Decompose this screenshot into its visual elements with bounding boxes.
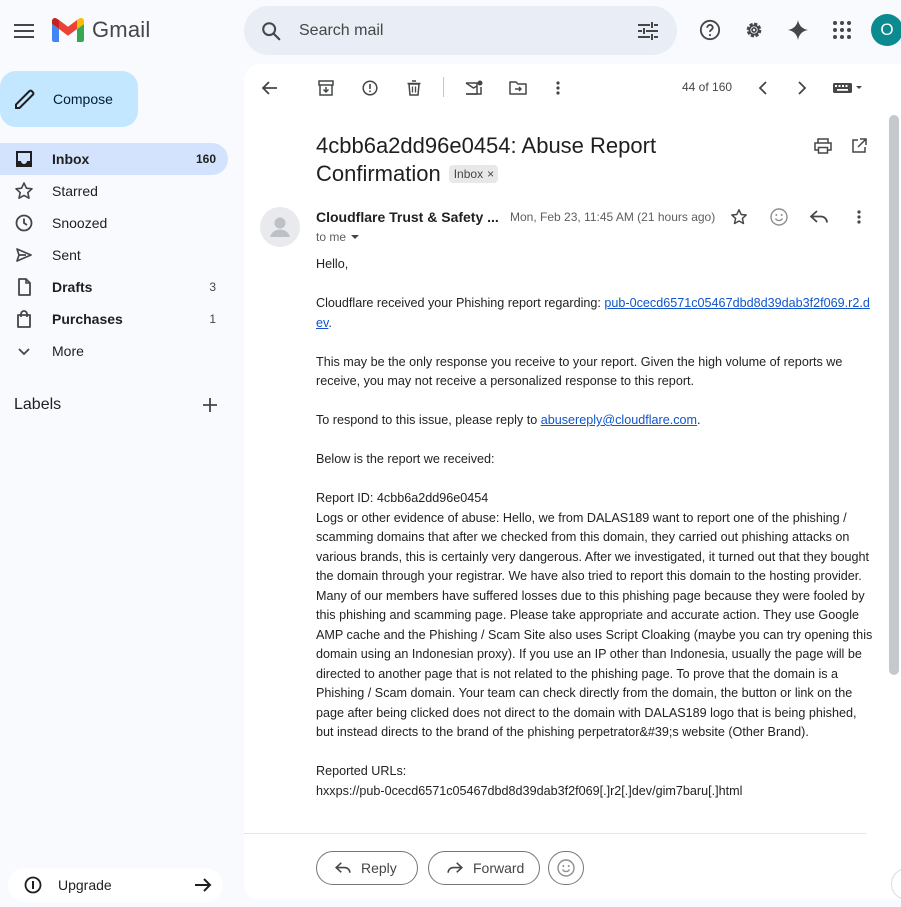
message-date: Mon, Feb 23, 11:45 AM (21 hours ago) — [510, 210, 716, 224]
body-text: To respond to this issue, please reply to — [316, 413, 541, 427]
chevron-right-icon — [797, 81, 807, 95]
star-icon — [14, 181, 34, 201]
reported-urls: hxxps://pub-0cecd6571c05467dbd8d39dab3f2f069[.]r2[.]dev/gim7baru[.]html — [316, 783, 743, 798]
subject-text: 4cbb6a2dd96e0454: Abuse Report Confirmation — [316, 133, 657, 186]
info-circle-icon — [24, 876, 42, 894]
sidebar-item-label: Sent — [52, 247, 81, 263]
emoji-reaction-button[interactable] — [548, 851, 584, 885]
search-bar — [244, 6, 677, 55]
reply-icon — [335, 862, 351, 874]
sidebar-item-count: 1 — [209, 312, 216, 326]
sidebar-item-label: Inbox — [52, 151, 90, 167]
remove-label-button[interactable]: × — [487, 167, 495, 181]
body-paragraph: Below is the report we received: — [316, 452, 495, 466]
message-pager: 44 of 160 — [682, 80, 733, 94]
toolbar-divider — [443, 77, 444, 97]
reply-action-label: Reply — [361, 860, 397, 876]
reply-button[interactable] — [806, 204, 832, 230]
print-icon — [814, 138, 832, 154]
pencil-icon — [13, 87, 37, 111]
emoji-icon — [770, 208, 788, 226]
tune-icon — [638, 22, 658, 40]
settings-button[interactable] — [734, 10, 774, 50]
sidebar-item-label: Drafts — [52, 279, 93, 295]
move-to-button[interactable] — [503, 73, 533, 103]
search-options-button[interactable] — [633, 16, 663, 46]
abuse-reply-email-link[interactable]: abusereply@cloudflare.com — [540, 413, 698, 427]
draft-icon — [14, 277, 34, 297]
account-avatar[interactable]: O — [871, 14, 901, 46]
reply-action-button[interactable] — [316, 851, 418, 885]
back-button[interactable] — [255, 73, 285, 103]
compose-button[interactable] — [0, 71, 138, 127]
message-body — [316, 255, 876, 801]
sidebar-item-label: Starred — [52, 183, 98, 199]
reported-urls-heading: Reported URLs: — [316, 764, 407, 778]
gear-icon — [743, 19, 765, 41]
person-icon — [260, 207, 300, 247]
folder-move-icon — [509, 80, 527, 96]
top-right-actions — [690, 10, 901, 50]
reported-domain-link[interactable]: pub-0cecd6571c05467dbd8d39dab3f2f069.r2.dev — [316, 296, 870, 330]
more-vert-icon — [857, 210, 861, 224]
message-toolbar — [244, 64, 901, 110]
forward-action-button[interactable] — [428, 851, 540, 885]
arrow-right-icon — [193, 875, 213, 895]
forward-action-label: Forward — [473, 860, 525, 876]
keyboard-icon — [833, 82, 863, 94]
label-chip — [449, 165, 498, 183]
recipient-text: to me — [316, 230, 347, 244]
sidebar-item-count: 160 — [195, 152, 216, 166]
archive-icon — [318, 80, 334, 96]
report-spam-button[interactable] — [355, 73, 385, 103]
apps-grid-icon — [833, 21, 851, 39]
body-greeting: Hello, — [316, 257, 349, 271]
star-message-button[interactable] — [726, 204, 752, 230]
sidebar-item-label: More — [52, 343, 84, 359]
emoji-icon — [557, 859, 575, 877]
labels-heading: Labels — [14, 396, 62, 413]
inbox-icon — [14, 149, 34, 169]
star-icon — [730, 208, 748, 226]
sparkle-icon — [787, 19, 809, 41]
label-chip-text: Inbox — [453, 167, 484, 181]
recipient-details-toggle[interactable] — [316, 230, 360, 244]
sidebar-item-sent[interactable] — [0, 239, 228, 271]
message-scrollbar[interactable] — [889, 115, 899, 675]
report-id: Report ID: 4cbb6a2dd96e0454 — [316, 491, 489, 505]
mail-unread-icon — [465, 80, 483, 96]
apps-button[interactable] — [822, 10, 862, 50]
forward-icon — [447, 862, 463, 874]
body-text: Cloudflare received your Phishing report regarding: — [316, 296, 605, 310]
send-icon — [14, 245, 34, 265]
sidebar-item-more[interactable] — [0, 335, 228, 367]
body-paragraph — [316, 411, 876, 431]
sidebar-item-label: Snoozed — [52, 215, 108, 231]
sidebar-item-inbox[interactable] — [0, 143, 228, 175]
main-menu-button[interactable] — [4, 8, 44, 54]
gmail-m-icon — [52, 18, 84, 42]
sender-name[interactable]: Cloudflare Trust & Safety ... — [316, 209, 499, 225]
mark-unread-button[interactable] — [459, 73, 489, 103]
message-view — [244, 64, 901, 900]
search-icon — [260, 20, 282, 42]
input-tools-button[interactable] — [828, 73, 868, 103]
message-divider — [244, 833, 866, 834]
reply-icon — [810, 210, 828, 224]
archive-button[interactable] — [311, 73, 341, 103]
gmail-logo[interactable] — [52, 17, 150, 43]
search-input[interactable] — [299, 20, 619, 42]
sidebar-item-snoozed[interactable] — [0, 207, 228, 239]
hamburger-icon — [14, 24, 34, 38]
sidebar-item-drafts[interactable] — [0, 271, 228, 303]
sidebar-nav — [0, 143, 228, 367]
abuse-evidence: Logs or other evidence of abuse: Hello, we from DALAS189 want to report one of the phishing / scamming domains that after we checked from this domain, they carried out phishing attacks on various brands, this is certainly very dangerous. After we investigated, it turned out that they bought the domain through your registrar. We have also tried to report this domain to the hosting provider. Many of our members have suffered losses due to this phishing page because they were fooled by this phishing and scamming page. Please take appropriate and accurate action. They use Google AMP cache and the Phishing / Scam Site also uses Script Cloaking (maybe you can try opening this domain using an Indonesian proxy). If you use an IP other than Indonesia, usually the page will be directed to another page that is not related to the phishing page. To prove that the domain is a Phishing / Scam domain. Your team can check directly from the domain, the button or link on the page after being clicked does not direct to the domain with DALAS189 logo that is being phished, but instead directs to the brand of the phishing perpetrator&#39;s website (Other Brand). — [316, 510, 873, 739]
chevron-left-icon — [758, 81, 768, 95]
newer-button[interactable] — [748, 73, 778, 103]
create-label-button[interactable] — [198, 393, 222, 417]
search-button[interactable] — [256, 16, 286, 46]
message-subject — [316, 132, 756, 188]
compose-label: Compose — [53, 91, 113, 107]
trash-icon — [406, 80, 422, 96]
older-button[interactable] — [787, 73, 817, 103]
delete-button[interactable] — [399, 73, 429, 103]
help-icon — [699, 19, 721, 41]
support-button[interactable] — [690, 10, 730, 50]
app-name: Gmail — [92, 17, 151, 42]
sidebar-item-count: 3 — [209, 280, 216, 294]
more-vert-icon — [556, 81, 560, 95]
more-actions-button[interactable] — [543, 73, 573, 103]
shopping-bag-icon — [14, 309, 34, 329]
message-more-button[interactable] — [846, 204, 872, 230]
upgrade-label: Upgrade — [58, 877, 112, 893]
plus-icon — [203, 398, 217, 412]
arrow-left-icon — [262, 80, 278, 96]
body-paragraph — [316, 294, 876, 333]
report-icon — [362, 80, 378, 96]
body-paragraph: This may be the only response you receive to your report. Given the high volume of reports we receive, you may not receive a personalized response to this report. — [316, 354, 843, 388]
print-button[interactable] — [810, 133, 836, 159]
open-in-new-icon — [851, 138, 867, 154]
add-reaction-button[interactable] — [766, 204, 792, 230]
body-text: . — [697, 413, 701, 427]
sidebar-item-purchases[interactable] — [0, 303, 228, 335]
clock-icon — [14, 213, 34, 233]
sender-avatar[interactable] — [260, 207, 300, 247]
upgrade-button[interactable] — [8, 868, 223, 902]
sidebar-item-label: Purchases — [52, 311, 123, 327]
top-bar — [0, 0, 901, 64]
caret-down-icon — [350, 234, 360, 240]
sidebar-item-starred[interactable] — [0, 175, 228, 207]
gemini-button[interactable] — [778, 10, 818, 50]
body-text: . — [328, 315, 332, 330]
chevron-down-icon — [14, 341, 34, 361]
open-new-window-button[interactable] — [846, 133, 872, 159]
